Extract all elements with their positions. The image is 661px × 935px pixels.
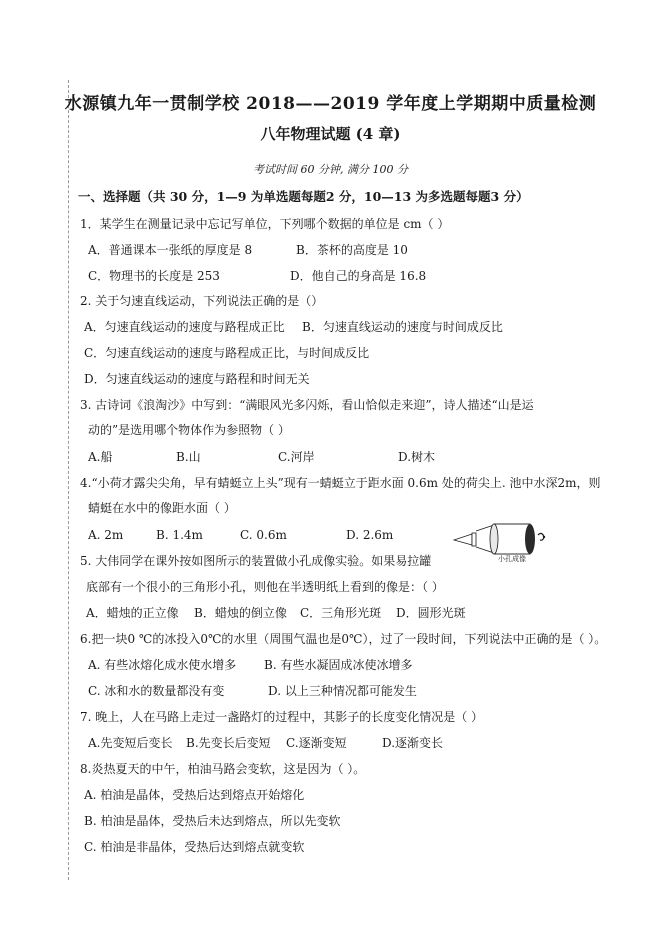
q7-option-d: D.逐渐变长 <box>382 736 444 750</box>
translucent-paper-icon <box>490 524 498 554</box>
q1-option-a: A．普通课本一张纸的厚度是 8 <box>88 243 253 257</box>
figure-caption: 小孔成像 <box>498 555 526 563</box>
q3-option-a: A.船 <box>88 450 113 464</box>
q7-option-a: A.先变短后变长 <box>88 736 173 750</box>
q1-option-d: D．他自己的身高是 16.8 <box>290 269 427 283</box>
q5-option-b: B．蜡烛的倒立像 <box>194 606 287 620</box>
q7-stem: 7. 晚上，人在马路上走过一盏路灯的过程中，其影子的长度变化情况是（ ） <box>80 710 484 724</box>
light-cone-icon <box>454 534 472 545</box>
q4-option-b: B. 1.4m <box>156 528 203 542</box>
q8-option-c: C. 柏油是非晶体，受热后达到熔点就变软 <box>84 840 305 854</box>
q4-stem-line2: 蜻蜓在水中的像距水面（ ） <box>88 501 236 515</box>
exam-info: 考试时间 60 分钟, 满分 100 分 <box>253 163 408 176</box>
q6-option-d: D. 以上三种情况都可能发生 <box>268 684 417 698</box>
exam-subtitle: 八年物理试题 (4 章) <box>260 125 401 143</box>
q2-option-c: C．匀速直线运动的速度与路程成正比，与时间成反比 <box>84 346 370 360</box>
q5-option-c: C．三角形光斑 <box>300 606 382 620</box>
q5-option-a: A．蜡烛的正立像 <box>86 606 179 620</box>
q2-option-d: D．匀速直线运动的速度与路程和时间无关 <box>84 372 310 386</box>
q4-stem-line1: 4.“小荷才露尖尖角，早有蜻蜓立上头”现有一蜻蜓立于距水面 0.6m 处的荷尖上. 池中水深2m，则 <box>80 476 601 490</box>
q7-option-c: C.逐渐变短 <box>286 736 347 750</box>
q1-stem: 1．某学生在测量记录中忘记写单位，下列哪个数据的单位是 cm（ ） <box>80 217 450 231</box>
q8-stem: 8.炎热夏天的中午，柏油马路会变软，这是因为（ ）。 <box>80 762 366 776</box>
q4-option-c: C. 0.6m <box>240 528 287 542</box>
q6-option-c: C. 冰和水的数量都没有变 <box>88 684 225 698</box>
section-heading: 一、选择题（共 30 分，1—9 为单选题每题2 分，10—13 为多选题每题3 分） <box>78 189 529 204</box>
can-end-icon <box>525 524 535 554</box>
q6-option-b: B. 有些水凝固成冰使冰增多 <box>264 658 413 672</box>
q6-option-a: A. 有些冰熔化成水使水增多 <box>88 658 237 672</box>
q6-stem: 6.把一块0 ℃的冰投入0℃的水里（周围气温也是0℃），过了一段时间，下列说法中正确的是（ ）。 <box>80 632 607 646</box>
pinhole-camera-figure <box>452 519 552 559</box>
q8-option-a: A. 柏油是晶体，受热后达到熔点开始熔化 <box>84 788 305 802</box>
q2-option-b: B．匀速直线运动的速度与时间成反比 <box>302 320 503 334</box>
q7-option-b: B.先变长后变短 <box>186 736 271 750</box>
q2-option-a: A．匀速直线运动的速度与路程成正比 <box>84 320 285 334</box>
q1-option-b: B．茶杯的高度是 10 <box>296 243 408 257</box>
exam-title: 水源镇九年一贯制学校 2018——2019 学年度上学期期中质量检测 <box>64 94 597 114</box>
can-body-icon <box>494 524 530 554</box>
q3-option-b: B.山 <box>176 450 201 464</box>
q4-option-a: A. 2m <box>88 528 124 542</box>
q3-stem-line1: 3. 古诗词《浪淘沙》中写到：“满眼风光多闪烁，看山恰似走来迎”，诗人描述“山是运 <box>80 398 534 412</box>
q4-option-d: D. 2.6m <box>346 528 394 542</box>
q3-option-d: D.树木 <box>398 450 436 464</box>
q5-stem-line2: 底部有一个很小的三角形小孔，则他在半透明纸上看到的像是：（ ） <box>86 580 444 594</box>
q1-option-c: C．物理书的长度是 253 <box>88 269 220 283</box>
q2-stem: 2. 关于匀速直线运动，下列说法正确的是（） <box>80 294 324 308</box>
q8-option-b: B. 柏油是晶体，受热后未达到熔点，所以先变软 <box>84 814 341 828</box>
q5-stem-line1: 5. 大伟同学在课外按如图所示的装置做小孔成像实验。如果易拉罐 <box>80 554 432 568</box>
q3-option-c: C.河岸 <box>278 450 315 464</box>
q5-option-d: D．圆形光斑 <box>396 606 466 620</box>
candle-icon <box>472 533 476 546</box>
q3-stem-line2: 动的”是选用哪个物体作为参照物（ ） <box>88 423 290 437</box>
binding-line <box>68 80 69 880</box>
